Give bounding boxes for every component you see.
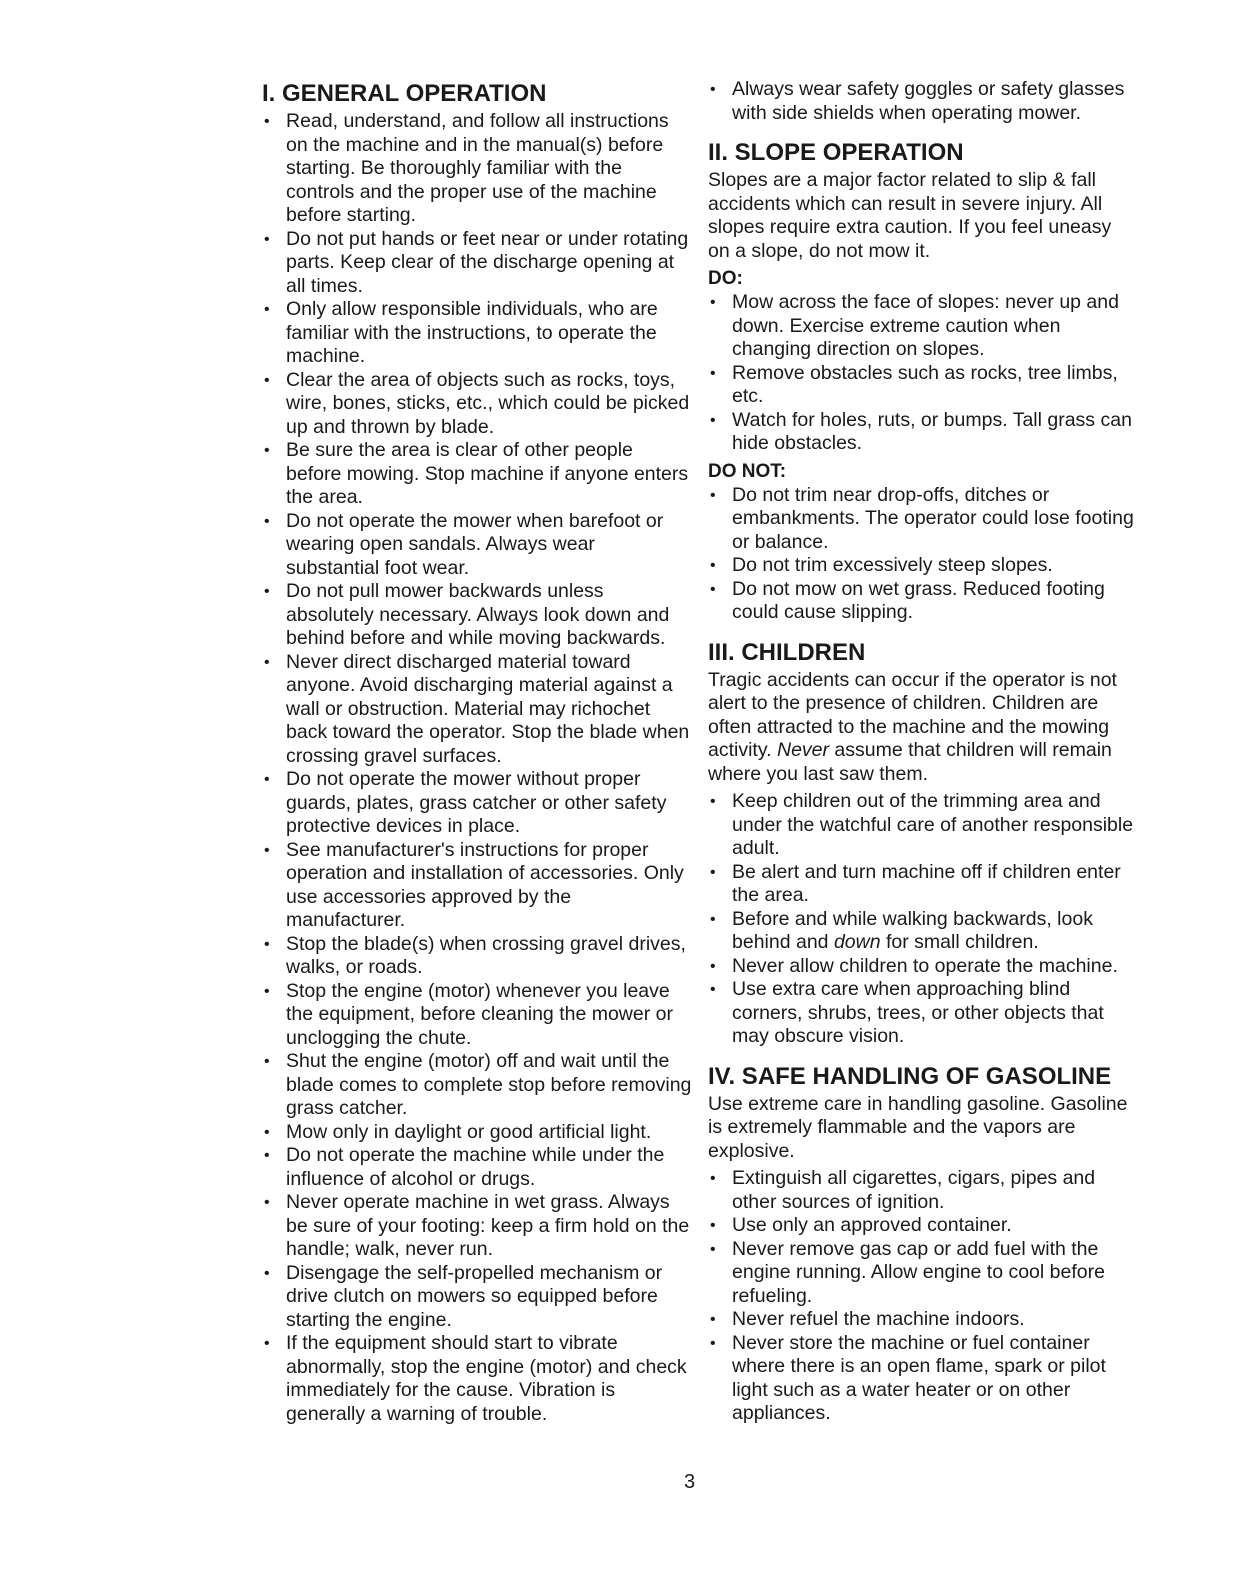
list-item: • Disengage the self-propelled mechanism or drive clutch on mowers so equipped before starting the engine.	[262, 1262, 692, 1333]
list-item: • Do not pull mower backwards unless absolutely necessary. Always look down and behind before and while moving backwards.	[262, 580, 692, 651]
children-heading: III. CHILDREN	[708, 638, 866, 666]
children-list	[708, 790, 1138, 1049]
list-item: • Only allow responsible individuals, who are familiar with the instructions, to operate the machine.	[262, 298, 692, 369]
list-item: • Remove obstacles such as rocks, tree limbs, etc.	[708, 362, 1138, 409]
list-item-text: for small children.	[880, 931, 1039, 953]
list-item: • Never store the machine or fuel container where there is an open flame, spark or pilot light such as a water heater or on other appliances.	[708, 1332, 1138, 1426]
list-item: • Do not operate the mower without proper guards, plates, grass catcher or other safety protective devices in place.	[262, 768, 692, 839]
do-list	[708, 291, 1138, 456]
list-item: • Never operate machine in wet grass. Always be sure of your footing: keep a firm hold on the handle; walk, never run.	[262, 1191, 692, 1262]
list-item: • Do not trim near drop-offs, ditches or embankments. The operator could lose footing or balance.	[708, 484, 1138, 555]
never-emphasis: Never	[776, 739, 830, 761]
do-not-heading: DO NOT:	[708, 460, 787, 482]
list-item: • Clear the area of objects such as rocks, toys, wire, bones, sticks, etc., which could be picked up and thrown by blade.	[262, 369, 692, 440]
left-column	[262, 78, 692, 1430]
list-item: • Be sure the area is clear of other people before mowing. Stop machine if anyone enters the area.	[262, 439, 692, 510]
list-item: • Mow only in daylight or good artificial light.	[262, 1121, 692, 1145]
list-item: • Use only an approved container.	[708, 1214, 1138, 1238]
do-not-list	[708, 484, 1138, 625]
general-operation-heading: I. GENERAL OPERATION	[262, 80, 547, 107]
list-item: • Stop the blade(s) when crossing gravel drives, walks, or roads.	[262, 933, 692, 980]
list-item	[708, 908, 1138, 955]
page-number: 3	[684, 1471, 696, 1493]
list-item: • Shut the engine (motor) off and wait until the blade comes to complete stop before removing grass catcher.	[262, 1050, 692, 1121]
down-emphasis: down	[833, 931, 881, 953]
list-item: • Use extra care when approaching blind corners, shrubs, trees, or other objects that may obscure vision.	[708, 978, 1138, 1049]
list-item: • Do not operate the mower when barefoot or wearing open sandals. Always wear substantial foot wear.	[262, 510, 692, 581]
children-intro	[708, 669, 1138, 787]
slope-intro: Slopes are a major factor related to slip & fall accidents which can result in severe injury. All slopes require extra caution. If you feel uneasy on a slope, do not mow it.	[708, 169, 1112, 262]
list-item: • Watch for holes, ruts, or bumps. Tall grass can hide obstacles.	[708, 409, 1138, 456]
gasoline-intro: Use extreme care in handling gasoline. Gasoline is extremely flammable and the vapors are explosive.	[708, 1092, 1128, 1162]
list-item: • Keep children out of the trimming area and under the watchful care of another responsible adult.	[708, 790, 1138, 861]
list-item: • Mow across the face of slopes: never up and down. Exercise extreme caution when changing direction on slopes.	[708, 291, 1138, 362]
list-item: • Be alert and turn machine off if children enter the area.	[708, 861, 1138, 908]
right-column	[708, 78, 1138, 1430]
slope-operation-heading: II. SLOPE OPERATION	[708, 139, 964, 166]
list-item: • Stop the engine (motor) whenever you leave the equipment, before cleaning the mower or unclogging the chute.	[262, 980, 692, 1051]
list-item: • See manufacturer's instructions for proper operation and installation of accessories. Only use accessories approved by the manufacturer.	[262, 839, 692, 933]
gasoline-heading: IV. SAFE HANDLING OF GASOLINE	[708, 1062, 1112, 1090]
list-item: • Never allow children to operate the machine.	[708, 955, 1138, 979]
general-operation-list	[262, 110, 692, 1426]
list-item: • Do not put hands or feet near or under rotating parts. Keep clear of the discharge opening at all times.	[262, 228, 692, 299]
list-item: • Never remove gas cap or add fuel with the engine running. Allow engine to cool before refueling.	[708, 1238, 1138, 1309]
list-item: • Extinguish all cigarettes, cigars, pipes and other sources of ignition.	[708, 1167, 1138, 1214]
goggles-list	[708, 78, 1138, 125]
do-heading: DO:	[708, 268, 743, 289]
list-item: • Always wear safety goggles or safety glasses with side shields when operating mower.	[708, 78, 1138, 125]
list-item: • Do not trim excessively steep slopes.	[708, 554, 1138, 578]
list-item-text: Before and while walking backwards, look behind and	[732, 907, 1093, 953]
children-intro-text: assume that children will remain where you last saw them.	[708, 739, 1112, 785]
list-item: • Read, understand, and follow all instructions on the machine and in the manual(s) before starting. Be thoroughly familiar with the controls and the proper use of the machine before starting.	[262, 110, 692, 228]
gasoline-list	[708, 1167, 1138, 1426]
list-item: • Never direct discharged material toward anyone. Avoid discharging material against a wall or obstruction. Material may richochet back toward the operator. Stop the blade when crossing gravel surfaces.	[262, 651, 692, 769]
list-item: • If the equipment should start to vibrate abnormally, stop the engine (motor) and check immediately for the cause. Vibration is generally a warning of trouble.	[262, 1332, 692, 1426]
list-item: • Do not mow on wet grass. Reduced footing could cause slipping.	[708, 578, 1138, 625]
list-item: • Never refuel the machine indoors.	[708, 1308, 1138, 1332]
list-item: • Do not operate the machine while under the influence of alcohol or drugs.	[262, 1144, 692, 1191]
children-intro-text: Tragic accidents can occur if the operator is not alert to the presence of children. Children are often attracted to the machine and the mowing activity.	[708, 668, 1117, 761]
